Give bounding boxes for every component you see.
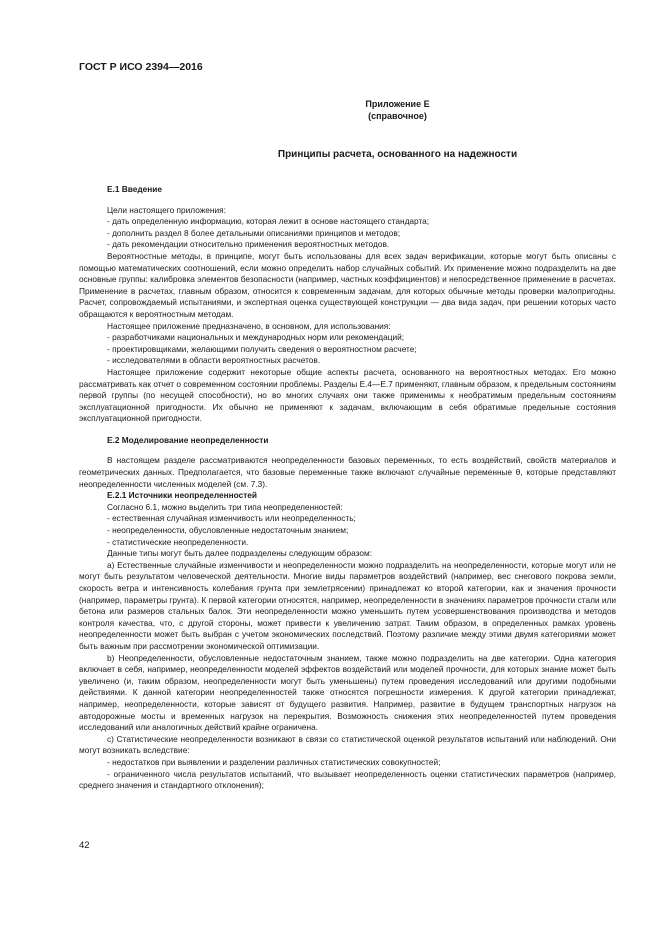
subsection-heading-e21: Е.2.1 Источники неопределенностей	[107, 490, 257, 501]
paragraph: a) Естественные случайные изменчивости и неопределенности можно подразделить на неопределенности, которые могут или не могут быть результатом человеческой деятельности. Многие виды параметров воздействий (например, вес снегового покрова земли, скорость ветра и интенсивность колебания грунта при землетрясении) принадлежат ко второй категории, как и значения прочности (например, параметры грунта). К первой категории относятся, например, неопределенности в значениях параметров прочности стали или бетона или размеров стальных балок. Эти неопределенности можно уменьшить путем усовершенствования производства и методов контроля качества, что, с другой стороны, может привести к увеличению затрат. Таким образом, в определенных рамках уровень неопределенности может быть выбран с учетом экономических последствий. Поэтому различие между этими двумя категориями может быть важным при рассмотрении экономической оптимизации.	[79, 559, 616, 651]
paragraph: Согласно 6.1, можно выделить три типа неопределенностей:	[107, 501, 343, 512]
list-item: - проектировщиками, желающими получить сведения о вероятностном расчете;	[107, 343, 417, 354]
section-e21-body	[79, 502, 616, 792]
section-heading-e1: Е.1 Введение	[107, 184, 162, 194]
list-item: - дать определенную информацию, которая лежит в основе настоящего стандарта;	[107, 216, 430, 227]
annex-content	[79, 184, 616, 792]
section-spacer	[79, 425, 616, 435]
paragraph: b) Неопределенности, обусловленные недостаточным знанием, также можно подразделить на две категории. Одна категория включает в себя, например, неопределенности моделей эффектов воздействий или моделей прочности, для которых знание может быть увеличено (и, таким образом, неопределенности могут быть уменьшены) путем проведения исследований или другими подобными действиями. К данной категории неопределенностей также относятся погрешности измерения. К другой категории принадлежат, например, неопределенности, которые зависят от будущего развития. Например, развитие в будущем транспортных нагрузок на автодорожные мосты и временных нагрузок на перекрытия. Возможность снижения этих неопределенностей путем проведения исследований или аналогичных действий крайне ограничена.	[79, 652, 616, 733]
annex-title: Принципы расчета, основанного на надежности	[277, 149, 518, 160]
list-item: - неопределенности, обусловленные недостаточным знанием;	[107, 525, 349, 536]
list-item: - недостатков при выявлении и разделении различных статистических совокупностей;	[107, 756, 441, 767]
paragraph: c) Статистические неопределенности возникают в связи со статистической оценкой результатов испытаний или наблюдений. Они могут возникать вследствие:	[79, 733, 616, 756]
paragraph: Настоящее приложение предназначено, в основном, для использования:	[107, 320, 391, 331]
section-heading-e2: Е.2 Моделирование неопределенности	[107, 434, 269, 445]
annex-label: Приложение Е	[365, 99, 430, 109]
list-item: - дать рекомендации относительно применения вероятностных методов.	[107, 239, 390, 250]
list-item: - дополнить раздел 8 более детальными описаниями принципов и методов;	[107, 227, 401, 238]
list-item: - исследователями в области вероятностных расчетов.	[107, 355, 321, 366]
annex-block	[179, 99, 616, 122]
paragraph: Цели настоящего приложения:	[107, 204, 226, 215]
paragraph: Настоящее приложение содержит некоторые общие аспекты расчета, основанного на вероятностных методах. Его можно рассматривать как отчет о современном состоянии проблемы. Разделы Е.4—Е.7 применяют, главным образом, к предельным состояниям первой группы (по несущей способности), но во многих случаях они также применимы к необратимым предельным состояниям эксплуатационной пригодности. Их обычно не применяют к задачам, включающим в себя обратимые предельные состояния эксплуатационной пригодности.	[79, 366, 616, 424]
paragraph: Вероятностные методы, в принципе, могут быть использованы для всех задач верификации, которые могут быть описаны с помощью математических соотношений, если можно определить набор случайных событий. Их применение можно подразделить на две основные группы: калибровка элементов безопасности (например, частных коэффициентов) и непосредственное применение в расчетах. Применение в расчетах, главным образом, относится к современным задачам, для которых обычные методы проверки малопригодны. Расчет, сопровождаемый испытаниями, и экспертная оценка существующей конструкции — два вида задач, при решении которых часто обращаются к вероятностным методам.	[79, 250, 616, 319]
document-header: ГОСТ Р ИСО 2394—2016	[79, 61, 203, 73]
page-number: 42	[79, 840, 90, 851]
paragraph: Данные типы могут быть далее подразделены следующим образом:	[107, 548, 372, 559]
list-item: - разработчиками национальных и международных норм или рекомендаций;	[107, 332, 405, 343]
list-item: - статистические неопределенности.	[107, 536, 249, 547]
paragraph: В настоящем разделе рассматриваются неопределенности базовых переменных, то есть воздействий, свойств материалов и геометрических данных. Предполагается, что базовые переменные также включают случайные переменные θ, которые представляют неопределенности численных моделей (см. 7.3).	[79, 455, 616, 489]
list-item: - естественная случайная изменчивость или неопределенность;	[107, 513, 356, 524]
list-item: - ограниченного числа результатов испытаний, что вызывает неопределенность оценки статистических параметров (например, среднего значения и стандартного отклонения);	[79, 768, 616, 791]
section-e1-body	[79, 205, 616, 425]
annex-type: (справочное)	[368, 110, 427, 121]
